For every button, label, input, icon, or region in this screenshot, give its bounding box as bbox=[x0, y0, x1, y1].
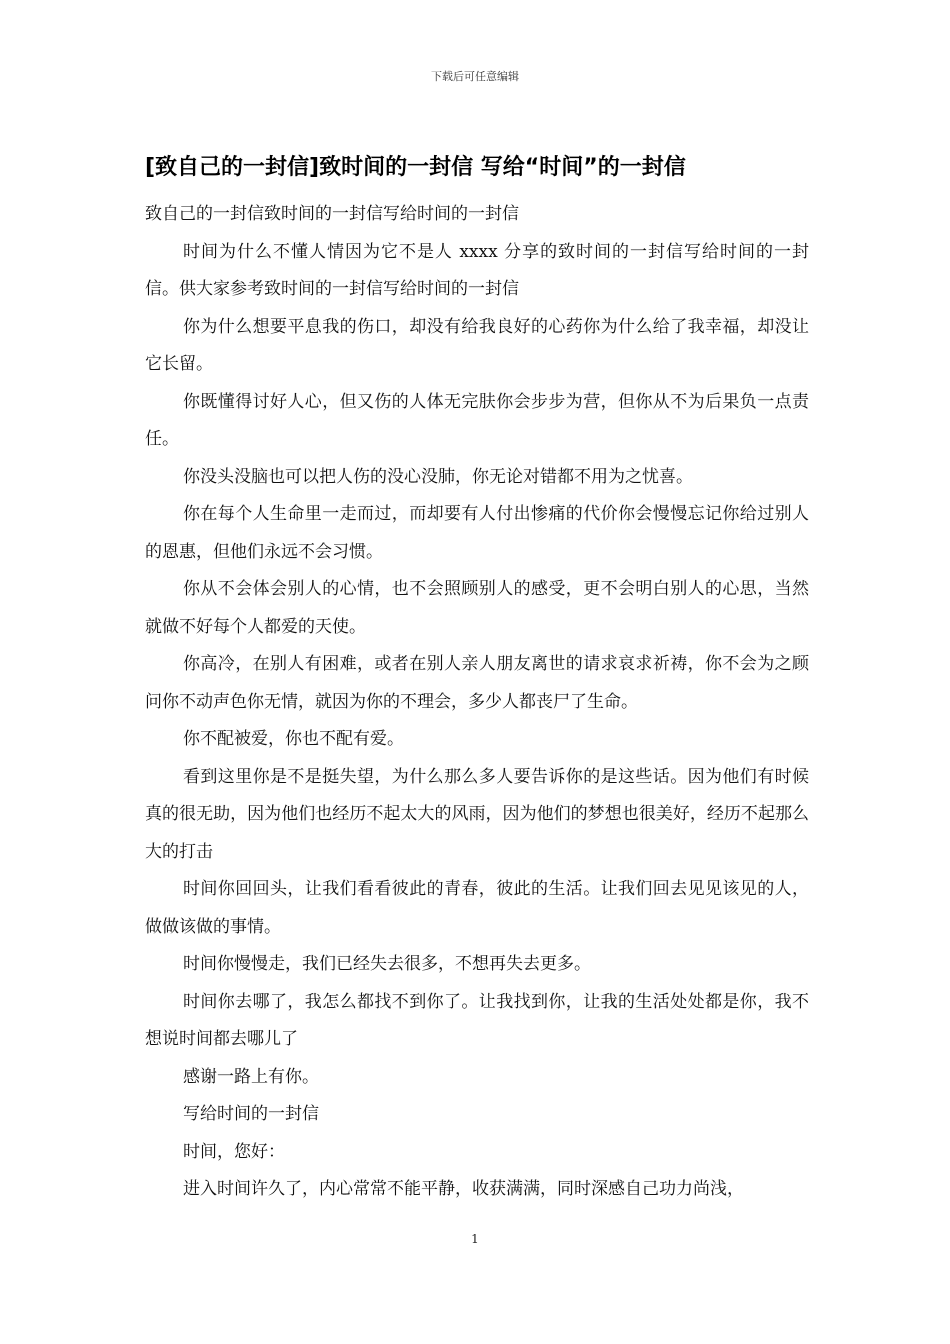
paragraph: 你在每个人生命里一走而过，而却要有人付出惨痛的代价你会慢慢忘记你给过别人的恩惠，但他们永远不会习惯。 bbox=[145, 504, 809, 562]
document-title: [致自己的一封信]致时间的一封信 写给“时间”的一封信 bbox=[145, 155, 686, 180]
paragraph: 时间你回回头，让我们看看彼此的青春，彼此的生活。让我们回去见见该见的人，做做该做的事情。 bbox=[145, 879, 809, 937]
paragraph: 你为什么想要平息我的伤口，却没有给我良好的心药你为什么给了我幸福，却没让它长留。 bbox=[145, 316, 809, 374]
header-note: 下载后可任意编辑 bbox=[431, 70, 519, 83]
paragraph-salutation: 时间，您好： bbox=[183, 1141, 285, 1162]
paragraph-heading: 写给时间的一封信 bbox=[183, 1104, 319, 1124]
paragraph: 你从不会体会别人的心情，也不会照顾别人的感受，更不会明白别人的心思，当然就做不好每个人都爱的天使。 bbox=[145, 579, 809, 637]
paragraph: 时间你去哪了，我怎么都找不到你了。让我找到你，让我的生活处处都是你，我不想说时间都去哪儿了 bbox=[145, 991, 809, 1049]
paragraph: 时间你慢慢走，我们已经失去很多，不想再失去更多。 bbox=[183, 954, 591, 974]
paragraph: 看到这里你是不是挺失望，为什么那么多人要告诉你的是这些话。因为他们有时候真的很无助，因为他们也经历不起太大的风雨，因为他们的梦想也很美好，经历不起那么大的打击 bbox=[145, 766, 809, 862]
paragraph: 你高冷，在别人有困难，或者在别人亲人朋友离世的请求哀求祈祷，你不会为之顾问你不动声色你无情，就因为你的不理会，多少人都丧尸了生命。 bbox=[145, 654, 809, 712]
paragraph: 你不配被爱，你也不配有爱。 bbox=[183, 729, 404, 749]
paragraph: 进入时间许久了，内心常常不能平静，收获满满，同时深感自己功力尚浅， bbox=[183, 1179, 744, 1199]
page-number: 1 bbox=[471, 1232, 479, 1246]
paragraph: 感谢一路上有你。 bbox=[183, 1066, 319, 1087]
paragraph: 时间为什么不懂人情因为它不是人 xxxx 分享的致时间的一封信写给时间的一封信。供大家参考致时间的一封信写给时间的一封信 bbox=[145, 241, 809, 299]
paragraph-subtitle: 致自己的一封信致时间的一封信写给时间的一封信 bbox=[145, 204, 519, 224]
paragraph: 你既懂得讨好人心，但又伤的人体无完肤你会步步为营，但你从不为后果负一点责任。 bbox=[145, 391, 809, 449]
document-body bbox=[145, 196, 809, 1209]
paragraph: 你没头没脑也可以把人伤的没心没肺，你无论对错都不用为之忧喜。 bbox=[183, 466, 693, 487]
